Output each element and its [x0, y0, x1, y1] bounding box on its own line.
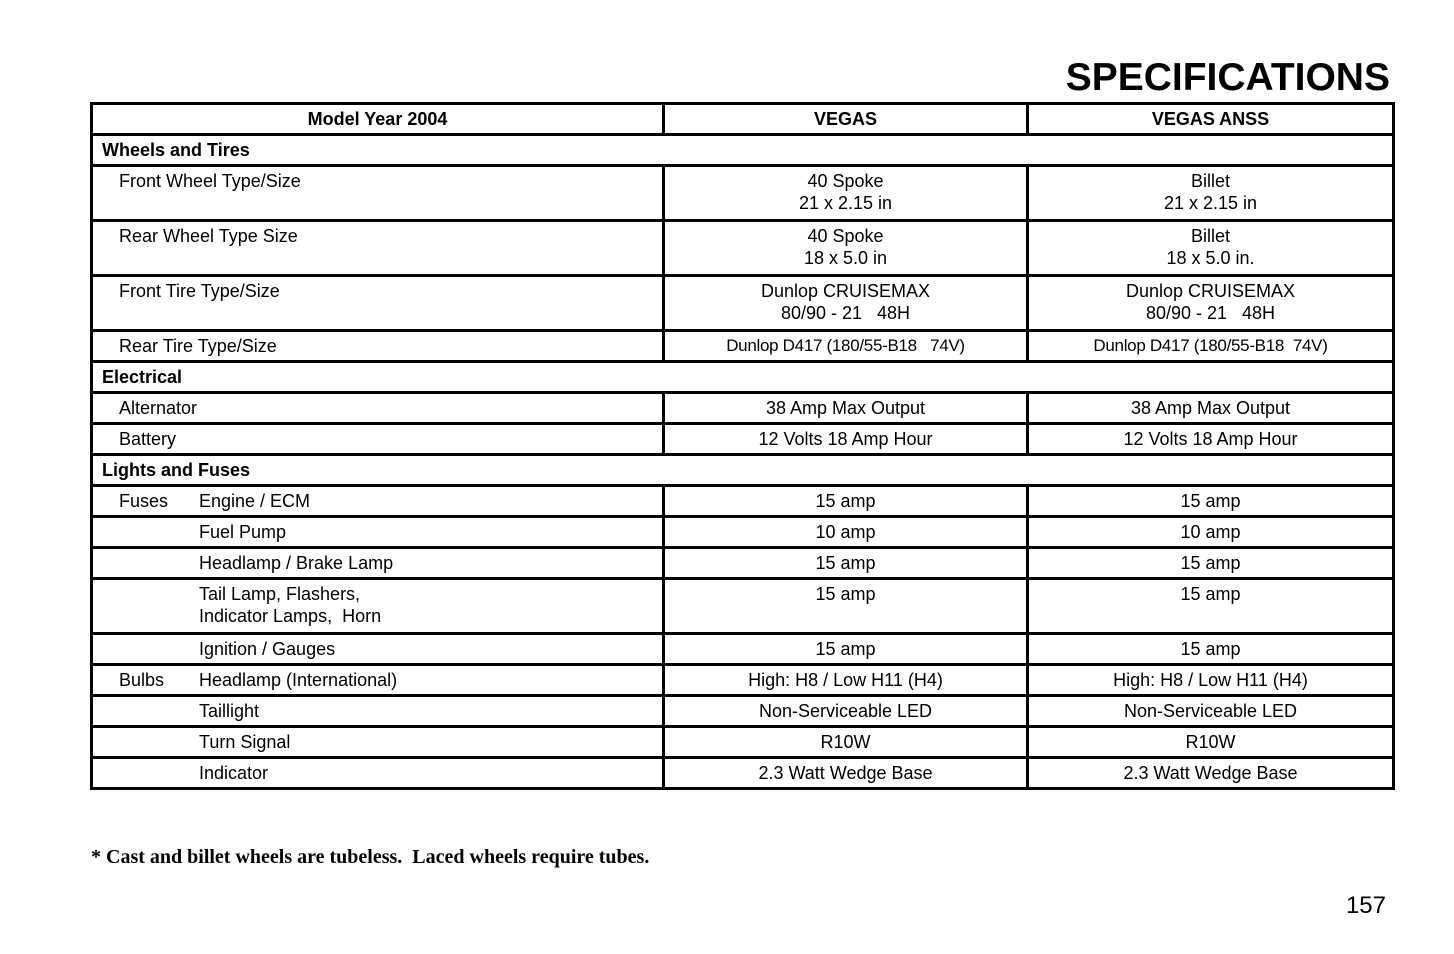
row-label: Front Tire Type/Size — [92, 276, 664, 331]
vegas-value: 15 amp — [664, 579, 1028, 634]
row-label: Bulbs Headlamp (International) — [92, 665, 664, 696]
row-label: Taillight — [92, 696, 664, 727]
table-row — [92, 166, 1394, 221]
anss-value: 38 Amp Max Output — [1028, 393, 1394, 424]
anss-value: 15 amp — [1028, 486, 1394, 517]
row-label: Rear Tire Type/Size — [92, 331, 664, 362]
row-label: Indicator — [92, 758, 664, 789]
anss-value: 12 Volts 18 Amp Hour — [1028, 424, 1394, 455]
vegas-value: 40 Spoke 21 x 2.15 in — [664, 166, 1028, 221]
header-vegas-anss: VEGAS ANSS — [1028, 104, 1394, 135]
vegas-value: 38 Amp Max Output — [664, 393, 1028, 424]
row-label: Ignition / Gauges — [92, 634, 664, 665]
table-row — [92, 727, 1394, 758]
vegas-value: 12 Volts 18 Amp Hour — [664, 424, 1028, 455]
section-lights-and-fuses — [92, 455, 1394, 486]
table-row — [92, 517, 1394, 548]
vegas-value: High: H8 / Low H11 (H4) — [664, 665, 1028, 696]
section-title: Electrical — [92, 362, 1394, 393]
table-header-row — [92, 104, 1394, 135]
anss-value: Dunlop CRUISEMAX 80/90 - 21 48H — [1028, 276, 1394, 331]
section-title: Wheels and Tires — [92, 135, 1394, 166]
section-wheels-and-tires — [92, 135, 1394, 166]
table-row — [92, 424, 1394, 455]
table-row — [92, 331, 1394, 362]
specifications-table — [90, 102, 1395, 790]
footnote: * Cast and billet wheels are tubeless. Laced wheels require tubes. — [91, 846, 650, 868]
anss-value: 15 amp — [1028, 634, 1394, 665]
vegas-value: Non-Serviceable LED — [664, 696, 1028, 727]
vegas-value: 10 amp — [664, 517, 1028, 548]
vegas-value: 2.3 Watt Wedge Base — [664, 758, 1028, 789]
bulbs-group-label: Bulbs — [119, 670, 165, 690]
anss-value: Dunlop D417 (180/55-B18 74V) — [1028, 331, 1394, 362]
page-number: 157 — [1345, 892, 1386, 919]
anss-value: R10W — [1028, 727, 1394, 758]
anss-value: Billet 18 x 5.0 in. — [1028, 221, 1394, 276]
row-label: Tail Lamp, Flashers, Indicator Lamps, Horn — [92, 579, 664, 634]
table-row — [92, 486, 1394, 517]
table-row — [92, 276, 1394, 331]
row-label: Front Wheel Type/Size — [92, 166, 664, 221]
table-row — [92, 758, 1394, 789]
anss-value: 10 amp — [1028, 517, 1394, 548]
anss-value: 2.3 Watt Wedge Base — [1028, 758, 1394, 789]
anss-value: High: H8 / Low H11 (H4) — [1028, 665, 1394, 696]
row-label: Battery — [92, 424, 664, 455]
row-label: Fuel Pump — [92, 517, 664, 548]
section-title: Lights and Fuses — [92, 455, 1394, 486]
vegas-value: 15 amp — [664, 486, 1028, 517]
row-label: Headlamp / Brake Lamp — [92, 548, 664, 579]
table-row — [92, 665, 1394, 696]
row-label: Alternator — [92, 393, 664, 424]
vegas-value: 40 Spoke 18 x 5.0 in — [664, 221, 1028, 276]
vegas-value: R10W — [664, 727, 1028, 758]
vegas-value: 15 amp — [664, 548, 1028, 579]
vegas-value: Dunlop CRUISEMAX 80/90 - 21 48H — [664, 276, 1028, 331]
page-title: SPECIFICATIONS — [1065, 56, 1390, 99]
vegas-value: Dunlop D417 (180/55-B18 74V) — [664, 331, 1028, 362]
header-model-year: Model Year 2004 — [92, 104, 664, 135]
row-label: Turn Signal — [92, 727, 664, 758]
anss-value: 15 amp — [1028, 548, 1394, 579]
table-row — [92, 548, 1394, 579]
anss-value: Billet 21 x 2.15 in — [1028, 166, 1394, 221]
table-row — [92, 393, 1394, 424]
section-electrical — [92, 362, 1394, 393]
table-row — [92, 221, 1394, 276]
row-label: Rear Wheel Type Size — [92, 221, 664, 276]
table-row — [92, 579, 1394, 634]
header-vegas: VEGAS — [664, 104, 1028, 135]
anss-value: Non-Serviceable LED — [1028, 696, 1394, 727]
fuses-group-label: Fuses — [119, 491, 169, 511]
anss-value: 15 amp — [1028, 579, 1394, 634]
table-row — [92, 634, 1394, 665]
row-label: Fuses Engine / ECM — [92, 486, 664, 517]
vegas-value: 15 amp — [664, 634, 1028, 665]
table-row — [92, 696, 1394, 727]
